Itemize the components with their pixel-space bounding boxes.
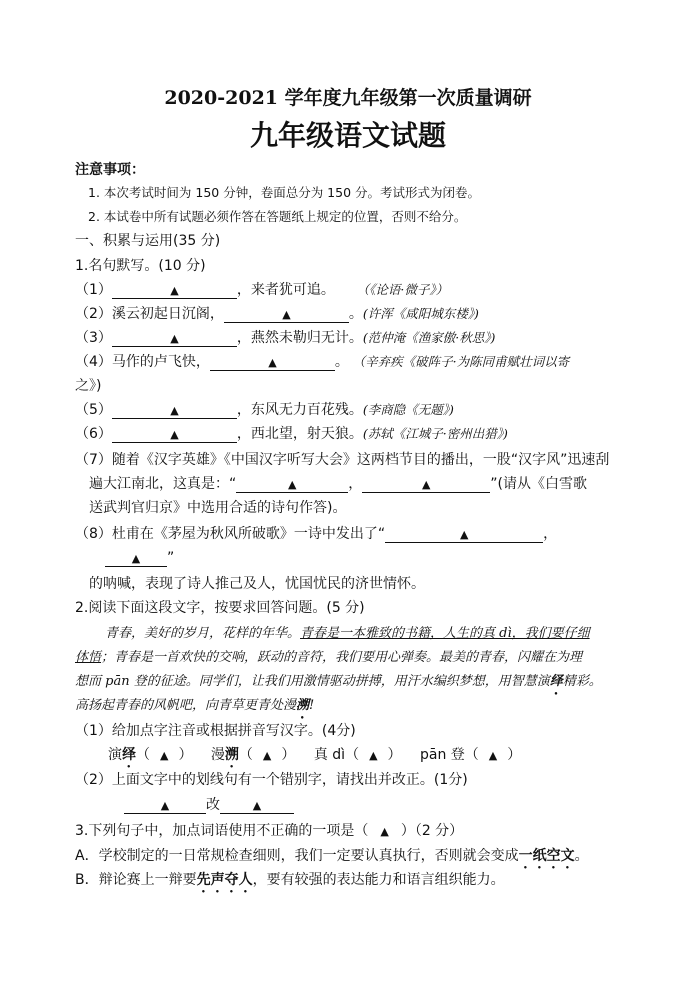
blank-marker-icon: ▲ [170, 284, 179, 297]
poem-source: （《论语·微子》） [362, 282, 449, 297]
q2-sub2-answer [124, 795, 294, 815]
section1-heading: 一、积累与运用(35 分) [75, 233, 221, 249]
item-number: （4） [75, 354, 112, 370]
blank-marker-icon: ▲ [131, 552, 141, 565]
q1-item-7-line3: 送武判官归京》中选用合适的诗句作答)。 [89, 500, 347, 516]
item-number: （5） [75, 402, 112, 418]
passage-text: 青春，美好的岁月，花样的年华。 [105, 626, 301, 641]
answer-blank [112, 330, 237, 347]
passage-text: ；青春是一首欢快的交响，跃动的音符，我们要用心弹奏。最美的青春，闪耀在为理 [101, 650, 583, 665]
item7-text-a: 遍大江南北，这真是：“ [89, 476, 237, 492]
item-number: （1） [75, 282, 112, 298]
blank-marker-icon: ▲ [488, 749, 498, 762]
exam-title-line1: 2020-2021 学年度九年级第一次质量调研 [164, 87, 532, 109]
underlined-sentence: 体悟 [75, 650, 102, 665]
blank-marker-icon: ▲ [170, 404, 179, 417]
blank-marker-icon: ▲ [252, 799, 262, 812]
item7-text-b: ， [348, 476, 363, 492]
option-text-end: ，要有较强的表达能力和语言组织能力。 [252, 872, 505, 888]
poem-text: ，来者犹可追。 [236, 282, 335, 298]
poem-text: ，燕然未勒归无计。 [236, 330, 363, 346]
answer-blank [220, 797, 294, 814]
gai-label: 改 [206, 797, 220, 813]
poem-text: 溪云初起日沉阁， [111, 306, 224, 322]
answer-blank [224, 306, 349, 323]
passage-line-3 [75, 672, 602, 698]
blank-marker-icon: ▲ [170, 428, 179, 441]
item-number: （6） [75, 426, 112, 442]
item7-text-c: ”(请从《白雪歌 [490, 476, 587, 492]
q2-stem: 2.阅读下面这段文字，按要求回答问题。(5 分) [75, 600, 365, 616]
q3-score: ）（2 分） [400, 823, 464, 839]
q1-item-8-line3: 的呐喊，表现了诗人推己及人，忧国忧民的济世情怀。 [89, 576, 425, 592]
q3-stem-text: 3.下列句子中，加点词语使用不正确的一项是（ [75, 823, 369, 839]
blank-marker-icon: ▲ [262, 749, 272, 762]
option-text: A．学校制定的一日常规检查细则，我们一定要认真执行，否则就会变成 [75, 848, 519, 864]
q1-item-7-line1: （7）随着《汉字英雄》《中国汉字听写大会》这两档节目的播出，一股“汉字风”迅速刮 [75, 452, 610, 468]
q2-sub1-stem: （1）给加点字注音或根据拼音写汉字。(4分) [75, 723, 356, 739]
blank-marker-icon: ▲ [282, 308, 291, 321]
q1-item-6 [75, 424, 508, 444]
word: 漫 [210, 747, 225, 763]
dotted-phrase: 先声夺人 [196, 872, 253, 888]
answer-blank [124, 797, 206, 814]
underlined-sentence: 青春是一本雅致的书籍，人生的真 dì，我们要仔细 [300, 626, 590, 641]
answer-blank [385, 526, 543, 543]
poem-source: (李商隐《无题》) [362, 402, 454, 417]
q3-option-a [75, 846, 589, 872]
item-number: （2） [75, 306, 112, 322]
poem-text: ，西北望，射天狼。 [236, 426, 363, 442]
poem-text-end: 。 [334, 354, 349, 370]
answer-blank [105, 550, 167, 567]
q1-stem: 1.名句默写。(10 分) [75, 258, 206, 274]
q1-item-8-line1 [75, 524, 557, 544]
poem-source: (苏轼《江城子·密州出猎》) [362, 426, 508, 441]
passage-line-1 [105, 624, 590, 644]
blank-marker-icon: ▲ [288, 478, 297, 491]
q1-item-7-line2 [89, 474, 587, 494]
passage-text: 想而 pān 登的征途。同学们，让我们用激情驱动拼搏，用汗水编织梦想，用智慧演 [75, 674, 550, 689]
q1-item-2 [75, 304, 479, 324]
q1-item-1 [75, 280, 448, 300]
blank-marker-icon: ▲ [422, 478, 431, 491]
word: 演 [108, 747, 122, 763]
answer-blank [112, 282, 237, 299]
passage-text: ! [309, 698, 315, 713]
word: pān 登 [420, 747, 465, 763]
blank-marker-icon: ▲ [170, 332, 179, 345]
dotted-phrase: 一纸空文 [518, 848, 575, 864]
dotted-char: 绎 [549, 674, 563, 689]
q3-stem [75, 821, 463, 842]
answer-blank [112, 402, 237, 419]
notice-item-2: 2. 本试卷中所有试题必须作答在答题纸上规定的位置，否则不给分。 [88, 209, 467, 224]
answer-blank [362, 476, 490, 493]
dotted-char: 溯 [296, 698, 310, 713]
dotted-char: 溯 [224, 747, 239, 763]
blank-marker-icon: ▲ [459, 528, 469, 541]
passage-text: 高扬起青春的风帆吧，向青草更青处漫 [75, 698, 297, 713]
blank-marker-icon: ▲ [369, 749, 378, 762]
poem-text: 马作的卢飞快， [111, 354, 210, 370]
q1-item-5 [75, 400, 454, 420]
blank-marker-icon: ▲ [268, 356, 277, 369]
word: 真 dì [313, 747, 346, 763]
poem-source: (范仲淹《渔家傲·秋思》) [362, 330, 496, 345]
q1-item-4-source-cont: 之》) [75, 378, 102, 394]
q1-item-3 [75, 328, 495, 348]
item8-text-b: ， [543, 526, 558, 542]
poem-text-end: 。 [348, 306, 363, 322]
blank-marker-icon: ▲ [380, 825, 389, 838]
option-text: B．辩论赛上一辩要 [75, 872, 197, 888]
passage-text: 精彩。 [562, 674, 602, 689]
blank-marker-icon: ▲ [160, 799, 170, 812]
q2-sub2-stem: （2）上面文字中的划线句有一个错别字，请找出并改正。(1分) [75, 772, 468, 788]
q2-sub1-items: 演绎（ ▲ ） 漫溯（ ▲ ） 真 dì（ ▲ ） pān 登（ ▲ ） [108, 745, 521, 771]
answer-blank [236, 476, 348, 493]
notice-heading: 注意事项： [75, 162, 145, 178]
blank-marker-icon: ▲ [160, 749, 169, 762]
passage-line-4 [75, 696, 314, 722]
notice-item-1: 1. 本次考试时间为 150 分钟，卷面总分为 150 分。考试形式为闭卷。 [88, 185, 481, 200]
poem-source: (许浑《咸阳城东楼》) [362, 306, 479, 321]
q1-item-4 [75, 352, 569, 372]
item8-text-end: ” [167, 550, 175, 566]
poem-text: ，东风无力百花残。 [236, 402, 363, 418]
answer-blank [210, 354, 335, 371]
answer-blank [112, 426, 237, 443]
option-text-end: 。 [574, 848, 589, 864]
q1-item-8-line2 [105, 548, 174, 568]
passage-line-2 [75, 648, 582, 668]
exam-title-line2: 九年级语文试题 [249, 119, 446, 152]
poem-source: （辛弃疾《破阵子·为陈同甫赋壮词以寄 [358, 354, 570, 369]
item-number: （3） [75, 330, 112, 346]
dotted-char: 绎 [122, 747, 136, 763]
item8-text-a: （8）杜甫在《茅屋为秋风所破歌》一诗中发出了“ [75, 526, 386, 542]
q3-option-b [75, 870, 505, 896]
